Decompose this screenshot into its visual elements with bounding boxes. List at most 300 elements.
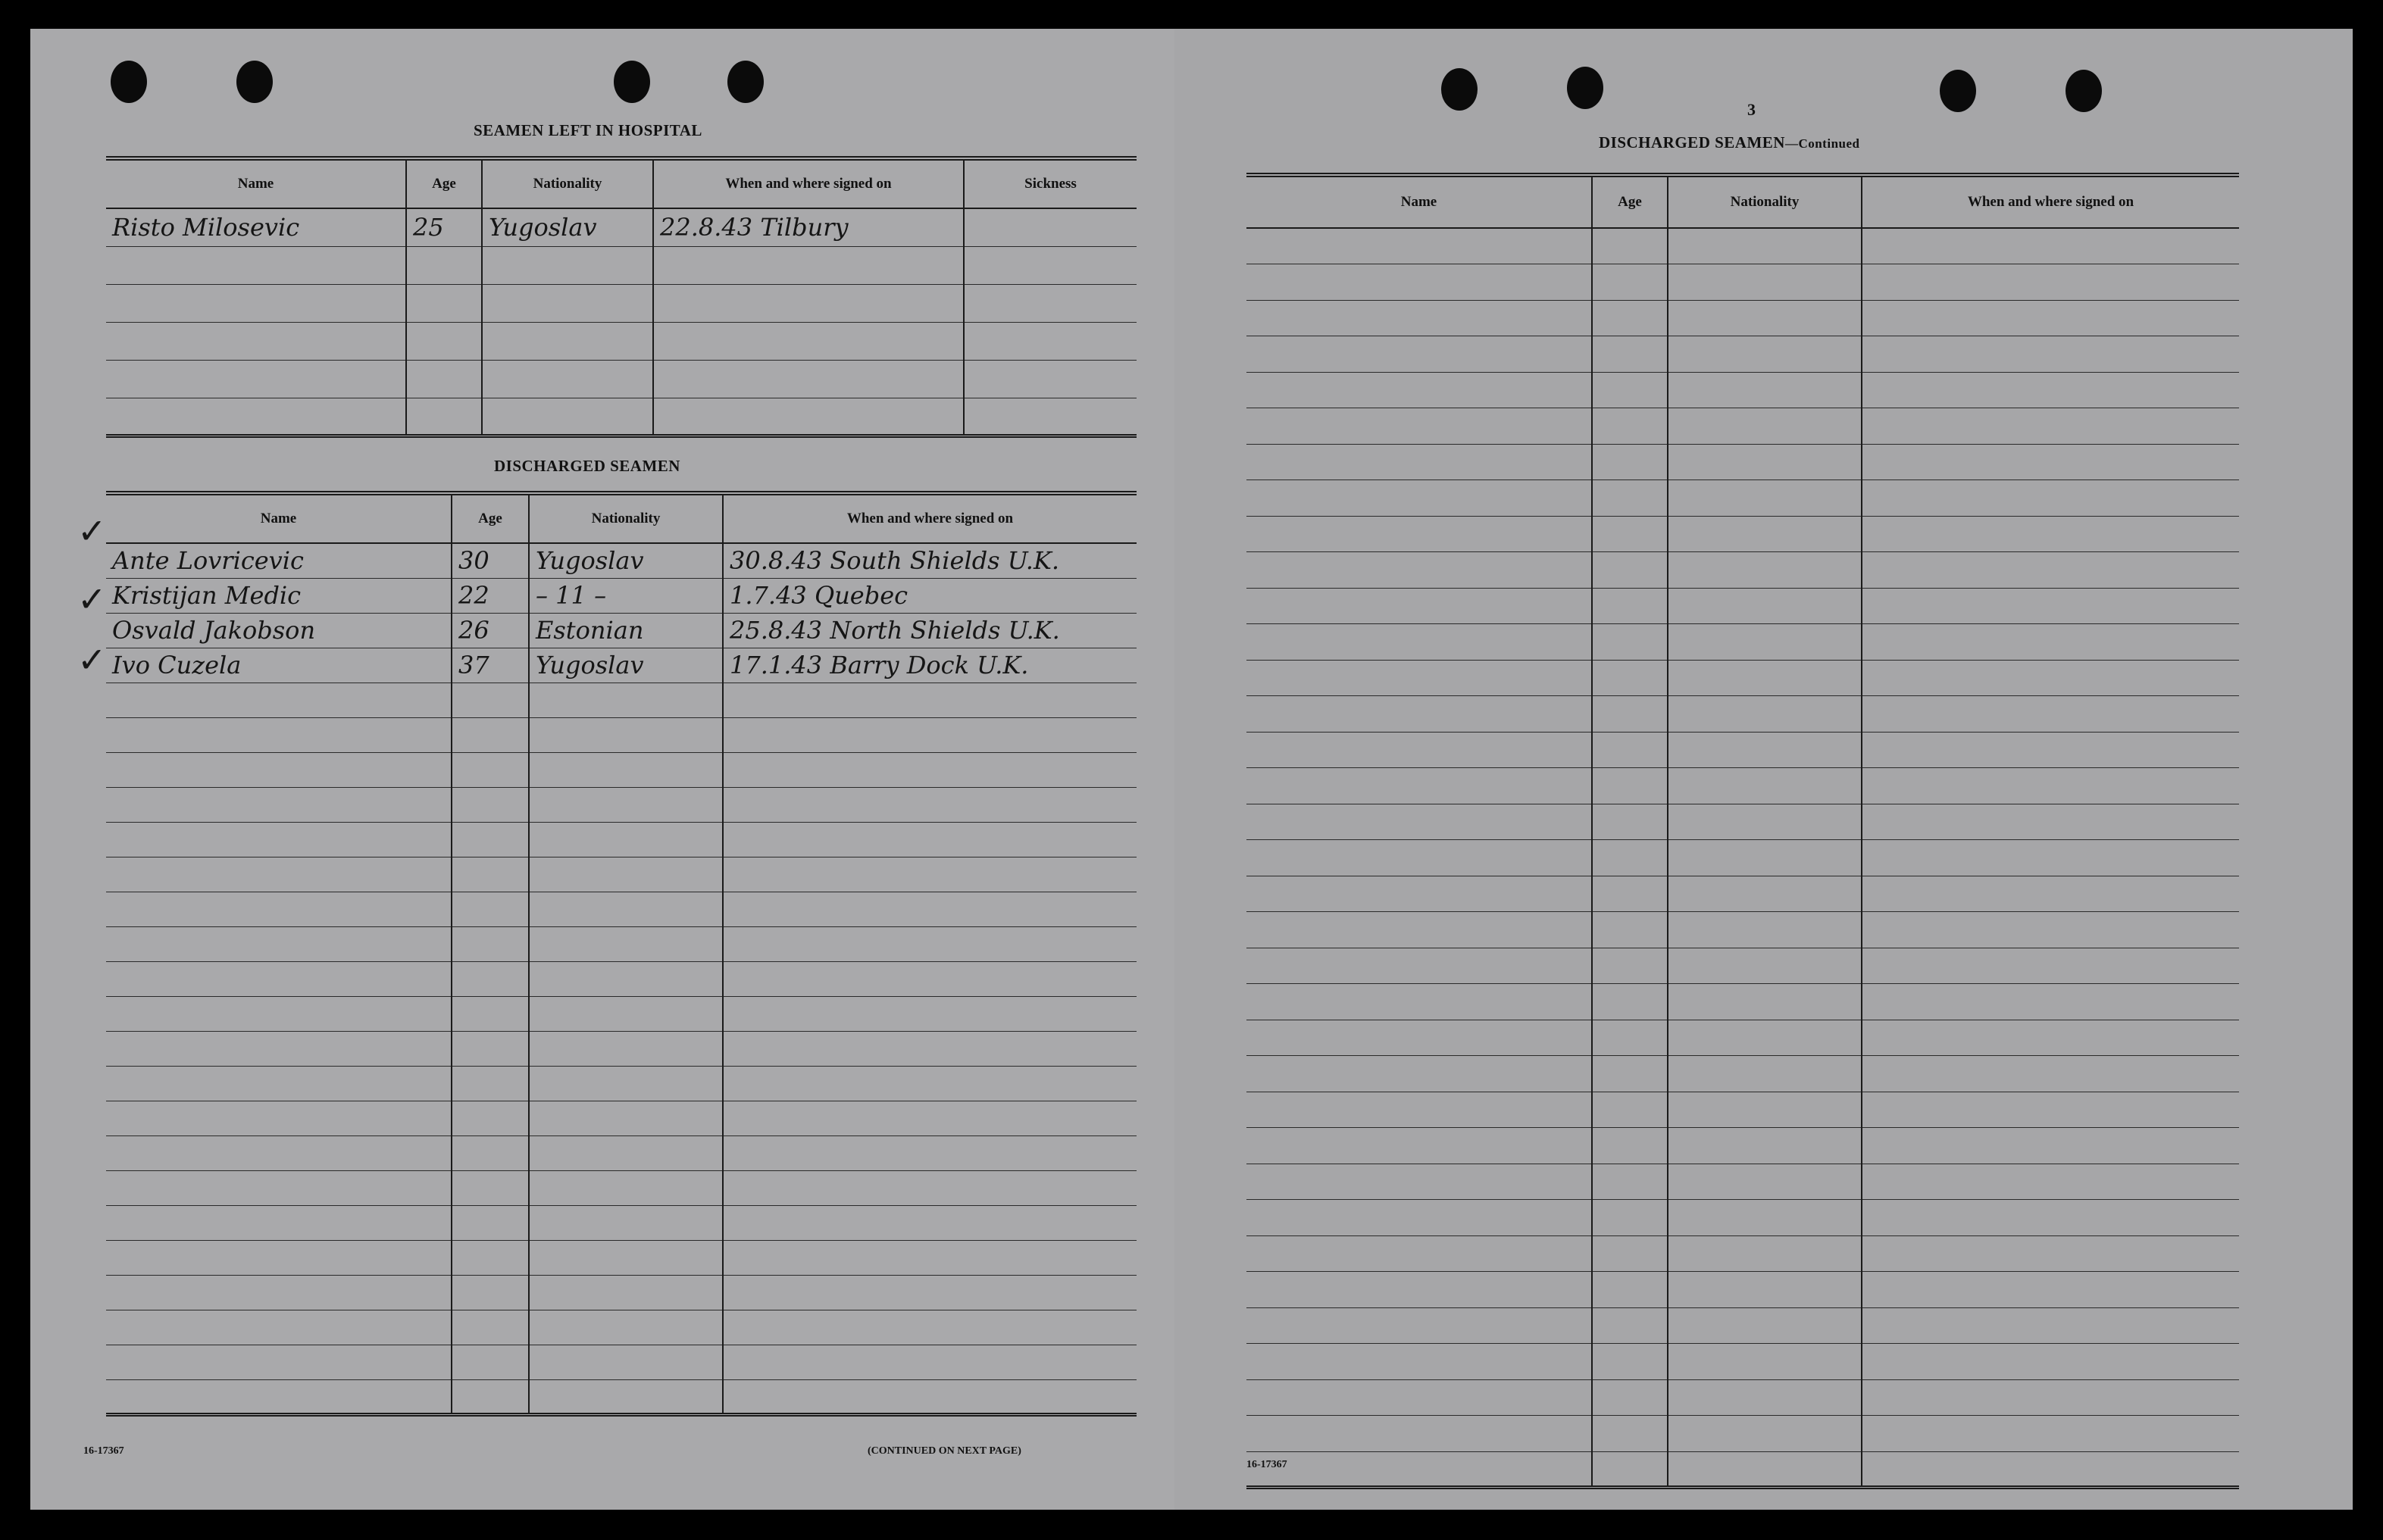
table-cell [529, 717, 723, 752]
table-cell [1592, 372, 1668, 408]
table-cell [1862, 624, 2239, 661]
table-cell [529, 1345, 723, 1379]
table-cell [106, 1205, 452, 1240]
table-cell [1862, 984, 2239, 1020]
table-cell [452, 892, 529, 926]
table-cell [723, 822, 1137, 857]
table-cell [529, 1066, 723, 1101]
check-mark: ✓ [77, 579, 107, 620]
table-cell [653, 360, 964, 398]
table-row [1246, 984, 2239, 1020]
table-cell [653, 246, 964, 284]
table-cell [1668, 984, 1862, 1020]
table-cell [529, 961, 723, 996]
table-cell [529, 1101, 723, 1135]
table-row [106, 1275, 1137, 1310]
table-cell [1862, 336, 2239, 373]
table-cell [1246, 1020, 1592, 1056]
punch-hole [1441, 68, 1478, 111]
table-row [1246, 408, 2239, 445]
table-cell [106, 284, 406, 322]
table-cell [529, 752, 723, 787]
table-row [106, 1101, 1137, 1135]
table-row [106, 1310, 1137, 1345]
discharged-header-row [106, 493, 1137, 543]
column-header: When and where signed on [653, 158, 964, 208]
table-row [106, 892, 1137, 926]
table-row [1246, 228, 2239, 264]
table-row [106, 822, 1137, 857]
table-cell [1862, 1379, 2239, 1416]
table-cell [723, 892, 1137, 926]
table-cell [1246, 444, 1592, 480]
table-row [1246, 732, 2239, 768]
table-row [106, 1240, 1137, 1275]
table-cell [1592, 300, 1668, 336]
table-cell [723, 996, 1137, 1031]
table-cell [529, 822, 723, 857]
column-header: Age [1592, 175, 1668, 228]
table-row [106, 961, 1137, 996]
table-cell [1668, 876, 1862, 912]
table-row [1246, 768, 2239, 804]
table-row [106, 1066, 1137, 1101]
table-cell [452, 1205, 529, 1240]
table-cell [1668, 1272, 1862, 1308]
table-cell [1668, 372, 1862, 408]
table-cell [1246, 1056, 1592, 1092]
table-cell [529, 1031, 723, 1066]
table-cell [106, 892, 452, 926]
table-row [106, 717, 1137, 752]
table-cell: Ante Lovricevic [106, 543, 452, 578]
punch-hole [111, 61, 147, 103]
table-cell [964, 322, 1137, 360]
table-cell [723, 717, 1137, 752]
table-cell [529, 1310, 723, 1345]
table-cell [106, 961, 452, 996]
table-row [1246, 1056, 2239, 1092]
table-cell [1246, 228, 1592, 264]
table-cell [1862, 1092, 2239, 1128]
table-cell [1246, 480, 1592, 517]
table-cell: Risto Milosevic [106, 208, 406, 246]
table-cell [1246, 336, 1592, 373]
continued-title-main: DISCHARGED SEAMEN [1599, 133, 1785, 152]
table-cell [723, 1345, 1137, 1379]
table-cell [106, 1031, 452, 1066]
table-cell [723, 683, 1137, 717]
table-cell: 22.8.43 Tilbury [653, 208, 964, 246]
table-row [1246, 444, 2239, 480]
table-cell [964, 360, 1137, 398]
table-cell [1592, 1272, 1668, 1308]
table-row [1246, 552, 2239, 589]
table-cell [1246, 1235, 1592, 1272]
table-row [1246, 912, 2239, 948]
table-cell: Yugoslav [482, 208, 653, 246]
table-cell [1668, 840, 1862, 876]
table-cell [1592, 1020, 1668, 1056]
column-header: Age [452, 493, 529, 543]
table-row [106, 787, 1137, 822]
table-row [1246, 696, 2239, 733]
continued-title-suffix: —Continued [1784, 136, 1860, 151]
table-cell [106, 926, 452, 961]
table-row [1246, 660, 2239, 696]
discharged-table [106, 491, 1137, 1417]
table-row [106, 1135, 1137, 1170]
column-header: Age [406, 158, 482, 208]
table-cell [452, 1031, 529, 1066]
table-row [106, 648, 1137, 683]
table-cell [1862, 1272, 2239, 1308]
table-row [1246, 1128, 2239, 1164]
hospital-section-title: SEAMEN LEFT IN HOSPITAL [474, 121, 702, 139]
table-cell [723, 1240, 1137, 1275]
table-cell [1862, 1235, 2239, 1272]
table-cell [723, 1066, 1137, 1101]
table-cell [106, 1240, 452, 1275]
table-cell [1246, 660, 1592, 696]
table-cell [529, 1205, 723, 1240]
table-cell [1592, 1128, 1668, 1164]
table-row [1246, 804, 2239, 840]
table-cell [1862, 300, 2239, 336]
table-cell: 26 [452, 613, 529, 648]
table-cell: – 11 – [529, 578, 723, 613]
punch-hole [727, 61, 764, 103]
table-row [1246, 372, 2239, 408]
table-cell [106, 1066, 452, 1101]
table-row [1246, 1379, 2239, 1416]
table-cell [1592, 1344, 1668, 1380]
table-cell [452, 1101, 529, 1135]
table-cell [529, 857, 723, 892]
table-cell [1246, 840, 1592, 876]
table-row [1246, 1235, 2239, 1272]
form-code: 16-17367 [1246, 1459, 1287, 1470]
table-cell [452, 1135, 529, 1170]
table-cell [1862, 1200, 2239, 1236]
table-row [1246, 1344, 2239, 1380]
table-cell [106, 822, 452, 857]
table-cell [106, 1135, 452, 1170]
table-cell [529, 1379, 723, 1414]
table-row [1246, 300, 2239, 336]
table-cell [529, 1135, 723, 1170]
table-cell [1668, 516, 1862, 552]
table-cell [723, 752, 1137, 787]
table-cell [452, 1345, 529, 1379]
table-cell [1668, 444, 1862, 480]
table-cell [1246, 1451, 1592, 1488]
table-cell [452, 1240, 529, 1275]
table-cell [1862, 840, 2239, 876]
table-cell [1668, 912, 1862, 948]
table-cell [406, 322, 482, 360]
table-cell [482, 246, 653, 284]
table-cell [1862, 408, 2239, 445]
table-row [106, 322, 1137, 360]
table-row [1246, 1020, 2239, 1056]
continued-section-title [1599, 133, 1859, 152]
table-cell [723, 1101, 1137, 1135]
table-cell [452, 822, 529, 857]
table-cell: Yugoslav [529, 543, 723, 578]
table-cell [1668, 228, 1862, 264]
table-cell [1862, 912, 2239, 948]
table-cell [723, 1275, 1137, 1310]
table-cell [452, 1310, 529, 1345]
table-cell [1862, 264, 2239, 301]
table-cell [106, 1379, 452, 1414]
table-cell [1246, 1200, 1592, 1236]
table-row [1246, 1307, 2239, 1344]
table-cell [1862, 696, 2239, 733]
table-cell [1246, 696, 1592, 733]
check-mark: ✓ [77, 511, 107, 551]
table-cell [106, 857, 452, 892]
scanned-document [30, 29, 2353, 1510]
table-cell [529, 926, 723, 961]
table-cell [452, 961, 529, 996]
table-cell [1668, 948, 1862, 984]
table-cell [1862, 1128, 2239, 1164]
table-cell [964, 284, 1137, 322]
table-cell [1668, 1451, 1862, 1488]
table-cell [1592, 552, 1668, 589]
table-cell [452, 787, 529, 822]
table-cell [1668, 1235, 1862, 1272]
table-row [106, 1379, 1137, 1414]
table-cell [1246, 876, 1592, 912]
check-mark: ✓ [77, 639, 107, 680]
table-row [106, 857, 1137, 892]
table-cell [1246, 1307, 1592, 1344]
table-cell [482, 360, 653, 398]
table-cell [1246, 588, 1592, 624]
table-cell [1862, 948, 2239, 984]
table-cell [1246, 1092, 1592, 1128]
table-row [1246, 264, 2239, 301]
table-row [106, 578, 1137, 613]
table-cell [1592, 588, 1668, 624]
table-cell [1668, 336, 1862, 373]
table-cell [1246, 984, 1592, 1020]
table-cell: 30 [452, 543, 529, 578]
table-cell [1246, 1128, 1592, 1164]
table-cell [723, 1310, 1137, 1345]
form-code: 16-17367 [83, 1445, 124, 1457]
table-cell [723, 1205, 1137, 1240]
table-cell [1668, 660, 1862, 696]
table-row [1246, 336, 2239, 373]
table-cell [723, 1170, 1137, 1205]
table-row [1246, 876, 2239, 912]
table-row [106, 613, 1137, 648]
table-cell: 22 [452, 578, 529, 613]
table-cell [106, 322, 406, 360]
table-cell [964, 208, 1137, 246]
table-cell [1592, 444, 1668, 480]
punch-hole [236, 61, 273, 103]
table-cell [1668, 552, 1862, 589]
table-cell [1592, 1451, 1668, 1488]
table-cell [106, 787, 452, 822]
table-cell [1592, 336, 1668, 373]
table-cell [723, 857, 1137, 892]
table-cell [106, 1101, 452, 1135]
table-row [1246, 1200, 2239, 1236]
table-cell [1592, 660, 1668, 696]
table-cell [452, 683, 529, 717]
table-cell [1668, 1344, 1862, 1380]
table-cell [1862, 552, 2239, 589]
table-cell [1862, 516, 2239, 552]
table-cell [1862, 1451, 2239, 1488]
punch-hole [1567, 67, 1603, 109]
table-cell [1592, 876, 1668, 912]
column-header: Nationality [482, 158, 653, 208]
table-cell [106, 246, 406, 284]
table-cell [723, 926, 1137, 961]
table-cell [1862, 768, 2239, 804]
table-cell [1592, 840, 1668, 876]
table-cell [1246, 624, 1592, 661]
table-row [106, 1170, 1137, 1205]
table-cell: 1.7.43 Quebec [723, 578, 1137, 613]
table-cell [1862, 228, 2239, 264]
table-cell [1246, 1416, 1592, 1452]
table-cell [1592, 228, 1668, 264]
table-cell [1592, 624, 1668, 661]
table-cell [1862, 588, 2239, 624]
table-cell [723, 1031, 1137, 1066]
table-cell: 25.8.43 North Shields U.K. [723, 613, 1137, 648]
table-row [1246, 1272, 2239, 1308]
table-cell [1246, 1164, 1592, 1200]
table-row [106, 683, 1137, 717]
table-cell: 25 [406, 208, 482, 246]
table-cell [1592, 1092, 1668, 1128]
table-cell [1668, 1092, 1862, 1128]
table-cell [1862, 1164, 2239, 1200]
table-cell [529, 996, 723, 1031]
table-cell [1592, 732, 1668, 768]
continued-note: (CONTINUED ON NEXT PAGE) [868, 1445, 1021, 1457]
table-cell [1668, 1379, 1862, 1416]
table-row [1246, 1416, 2239, 1452]
table-row [106, 543, 1137, 578]
table-cell [1246, 552, 1592, 589]
table-cell [1668, 408, 1862, 445]
table-cell [1668, 1307, 1862, 1344]
punch-hole [614, 61, 650, 103]
punch-hole [1940, 70, 1976, 112]
table-cell [452, 717, 529, 752]
table-row [106, 398, 1137, 436]
table-cell: 30.8.43 South Shields U.K. [723, 543, 1137, 578]
table-cell [1592, 768, 1668, 804]
table-cell [1862, 1416, 2239, 1452]
hospital-header-row [106, 158, 1137, 208]
table-cell [106, 752, 452, 787]
table-cell [106, 1170, 452, 1205]
table-cell [1592, 696, 1668, 733]
table-cell [452, 857, 529, 892]
hospital-table [106, 156, 1137, 438]
table-cell [452, 996, 529, 1031]
table-cell [653, 322, 964, 360]
table-cell [1668, 1128, 1862, 1164]
table-cell [1668, 264, 1862, 301]
table-cell [1862, 1056, 2239, 1092]
table-cell [1592, 948, 1668, 984]
table-cell [1862, 1307, 2239, 1344]
table-cell [529, 1275, 723, 1310]
table-row [106, 926, 1137, 961]
table-cell [1668, 768, 1862, 804]
column-header: Name [106, 158, 406, 208]
table-cell [529, 892, 723, 926]
table-cell [1246, 372, 1592, 408]
table-cell [1592, 480, 1668, 517]
table-cell [529, 787, 723, 822]
table-cell [1668, 804, 1862, 840]
table-cell [1592, 1164, 1668, 1200]
table-row [106, 246, 1137, 284]
table-cell [1592, 912, 1668, 948]
table-row [106, 284, 1137, 322]
table-cell [1592, 264, 1668, 301]
table-cell [1246, 408, 1592, 445]
table-cell [106, 717, 452, 752]
table-cell [964, 398, 1137, 436]
table-cell [1592, 1416, 1668, 1452]
table-cell [723, 961, 1137, 996]
table-cell: Ivo Cuzela [106, 648, 452, 683]
table-cell [452, 752, 529, 787]
table-cell [1668, 732, 1862, 768]
table-cell [1592, 1200, 1668, 1236]
table-cell [1246, 1344, 1592, 1380]
table-row [106, 1031, 1137, 1066]
table-cell: Osvald Jakobson [106, 613, 452, 648]
column-header: Name [1246, 175, 1592, 228]
table-cell [106, 360, 406, 398]
table-cell [1592, 1056, 1668, 1092]
table-cell [106, 1310, 452, 1345]
column-header: When and where signed on [1862, 175, 2239, 228]
table-cell [1246, 300, 1592, 336]
table-cell [1592, 516, 1668, 552]
table-cell [653, 398, 964, 436]
table-cell [653, 284, 964, 322]
table-cell [1246, 1272, 1592, 1308]
table-cell [529, 1170, 723, 1205]
table-cell: Kristijan Medic [106, 578, 452, 613]
table-cell [1246, 948, 1592, 984]
table-cell [452, 1170, 529, 1205]
table-row [1246, 480, 2239, 517]
table-cell [1246, 804, 1592, 840]
table-cell [1862, 732, 2239, 768]
column-header: Nationality [1668, 175, 1862, 228]
table-cell [1592, 408, 1668, 445]
table-cell: 17.1.43 Barry Dock U.K. [723, 648, 1137, 683]
table-cell [106, 1275, 452, 1310]
